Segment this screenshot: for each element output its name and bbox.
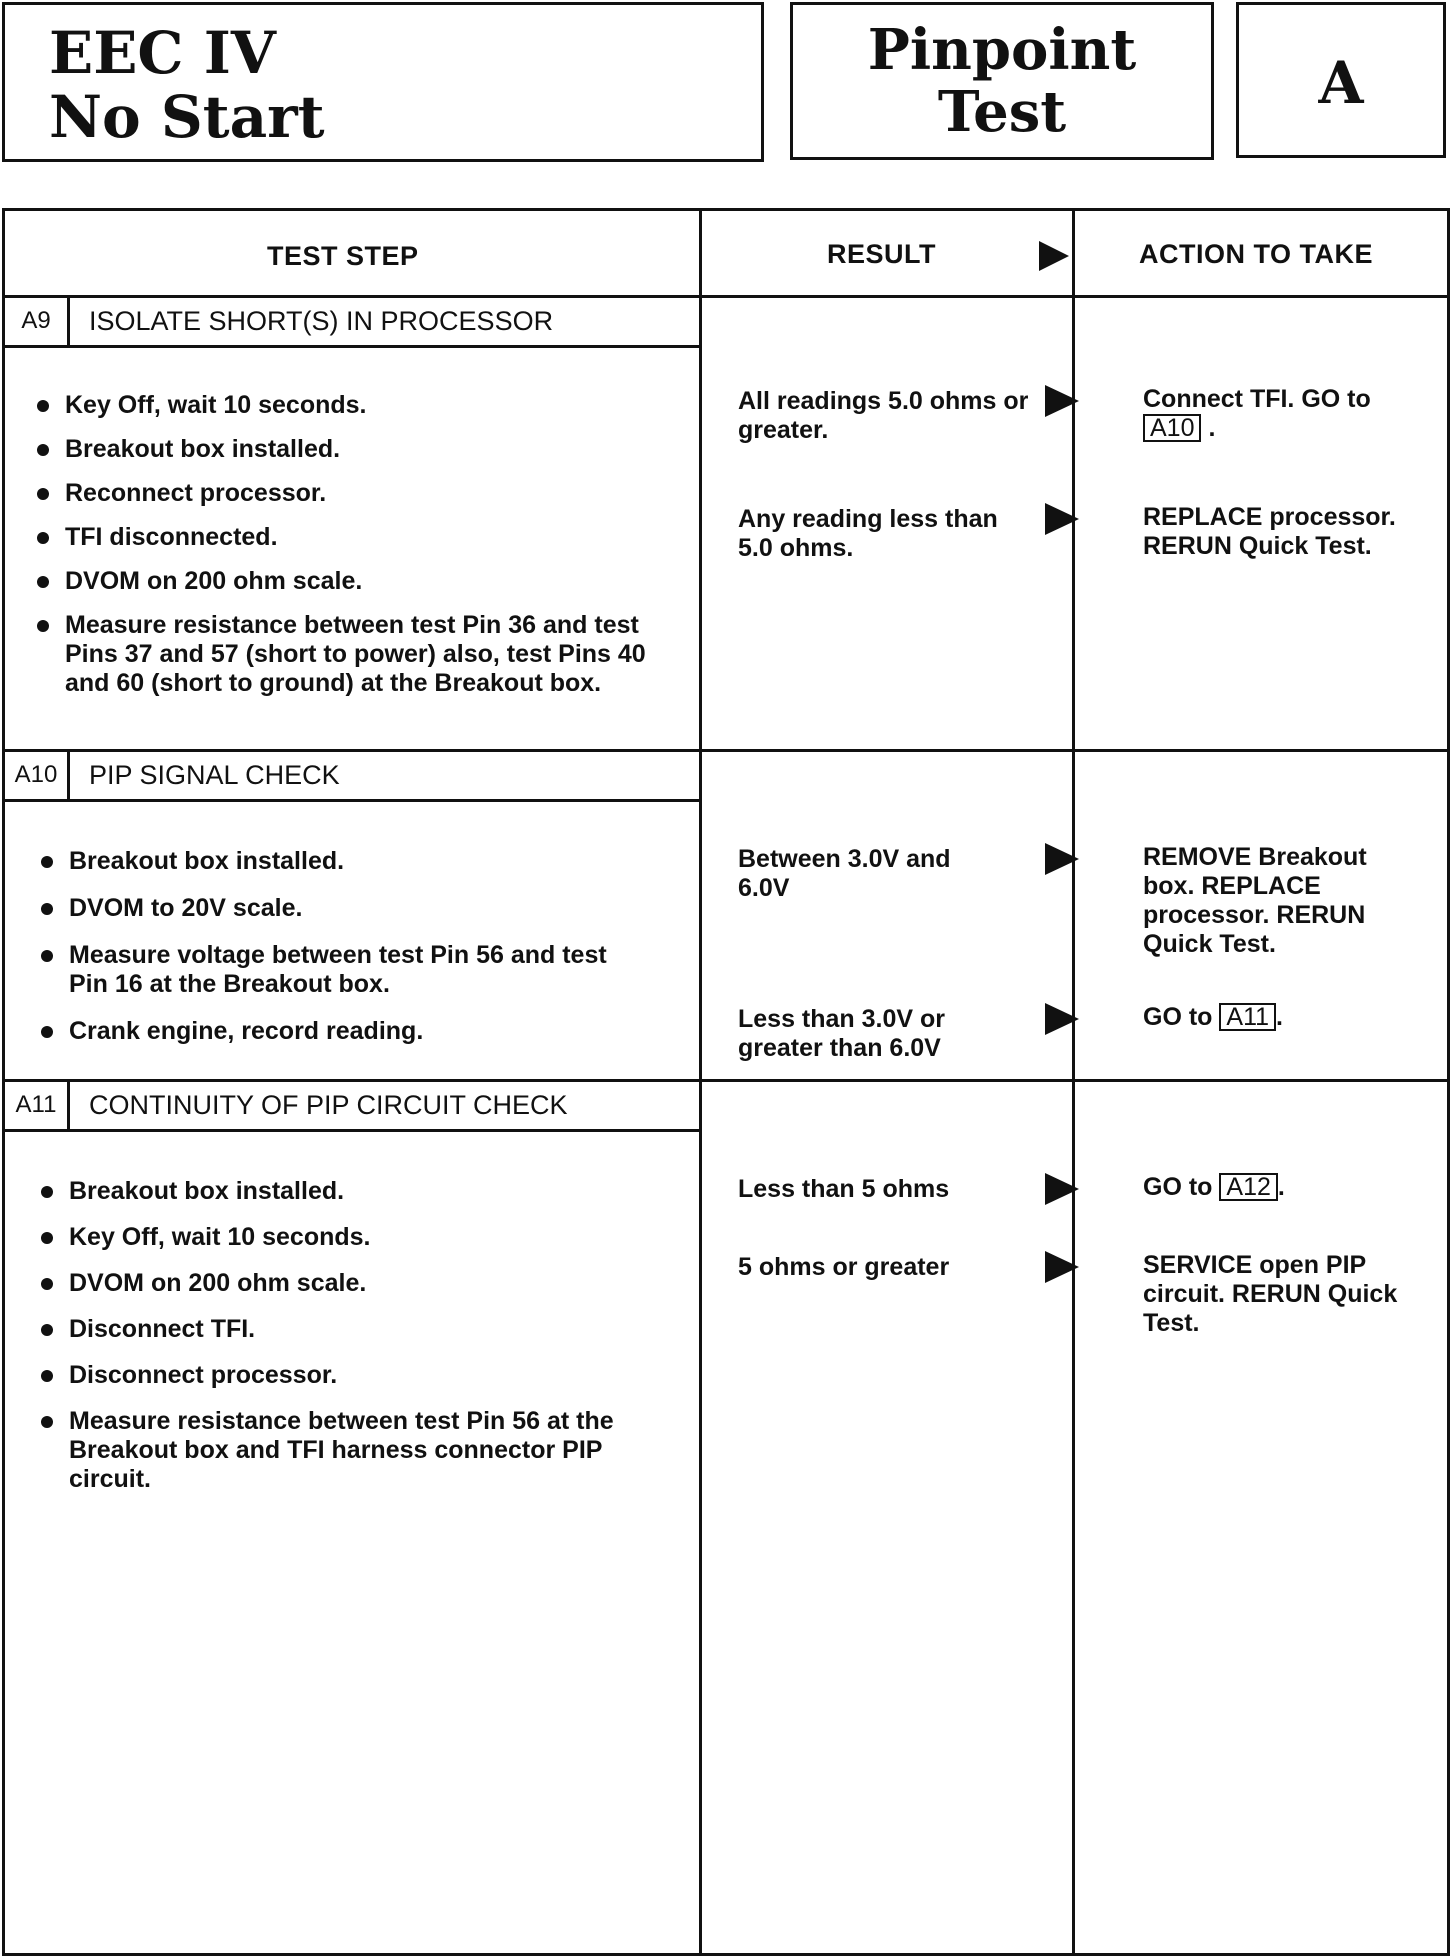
- col-header-action: ACTION TO TAKE: [1139, 239, 1373, 269]
- arrow-icon: [1045, 503, 1079, 535]
- list-item: Measure voltage between test Pin 56 and test Pin 16 at the Breakout box.: [41, 941, 651, 999]
- list-item: Measure resistance between test Pin 56 at the Breakout box and TFI harness connector PIP circuit.: [41, 1407, 671, 1494]
- action-post: .: [1276, 1003, 1283, 1031]
- step-reference: A10: [1143, 414, 1201, 442]
- test-letter-box: [1236, 2, 1446, 158]
- action-pre: GO to: [1143, 1173, 1213, 1201]
- procedure-table: [2, 208, 1450, 1956]
- test-type-box: [790, 2, 1214, 160]
- action-text: [1143, 385, 1433, 443]
- list-item: Disconnect TFI.: [41, 1315, 671, 1344]
- title-box: [2, 2, 764, 162]
- action-text: [1143, 1003, 1443, 1032]
- action-pre: Connect TFI. GO to: [1143, 385, 1371, 413]
- list-item: Measure resistance between test Pin 36 and test Pins 37 and 57 (short to power) also, test Pins 40 and 60 (short to ground) at the Breakout box.: [37, 611, 657, 698]
- result-text: 5 ohms or greater: [738, 1253, 950, 1281]
- list-item: DVOM on 200 ohm scale.: [37, 567, 657, 596]
- action-text: [1143, 1173, 1443, 1202]
- test-type: [793, 19, 1211, 143]
- arrow-icon: [1039, 241, 1069, 271]
- type-line-2: Test: [937, 79, 1067, 145]
- step-header-a9: [5, 298, 702, 348]
- action-text: REPLACE processor. RERUN Quick Test.: [1143, 503, 1396, 560]
- list-item: Crank engine, record reading.: [41, 1017, 651, 1046]
- list-item: TFI disconnected.: [37, 523, 657, 552]
- result-text: All readings 5.0 ohms or greater.: [738, 387, 1029, 444]
- list-item: Breakout box installed.: [37, 435, 657, 464]
- action-pre: GO to: [1143, 1003, 1213, 1031]
- test-letter: A: [1318, 49, 1364, 117]
- arrow-icon: [1045, 1003, 1079, 1035]
- step-title: CONTINUITY OF PIP CIRCUIT CHECK: [89, 1090, 568, 1120]
- step-reference: A11: [1219, 1003, 1276, 1031]
- list-item: Breakout box installed.: [41, 1177, 671, 1206]
- title-line-2: No Start: [49, 83, 325, 151]
- title-line-1: EEC IV: [49, 19, 276, 87]
- arrow-icon: [1045, 385, 1079, 417]
- column-divider-2: [1072, 211, 1075, 1953]
- step-header-a11: [5, 1082, 702, 1132]
- step-code: A10: [5, 752, 70, 799]
- list-item: Reconnect processor.: [37, 479, 657, 508]
- result-text: Any reading less than 5.0 ohms.: [738, 505, 998, 562]
- action-text: REMOVE Breakout box. REPLACE processor. RERUN Quick Test.: [1143, 843, 1367, 958]
- result-text: Between 3.0V and 6.0V: [738, 845, 951, 902]
- arrow-icon: [1045, 1251, 1079, 1283]
- result-text: Less than 3.0V or greater than 6.0V: [738, 1005, 946, 1062]
- list-item: Breakout box installed.: [41, 847, 651, 876]
- step-a11-instructions: [41, 1177, 671, 1494]
- list-item: Key Off, wait 10 seconds.: [37, 391, 657, 420]
- step-a10-instructions: [41, 847, 651, 1046]
- action-post: .: [1277, 1173, 1285, 1201]
- step-a9-instructions: [37, 391, 657, 698]
- action-post: .: [1208, 414, 1216, 442]
- action-text: SERVICE open PIP circuit. RERUN Quick Test.: [1143, 1251, 1398, 1337]
- arrow-icon: [1045, 1173, 1079, 1205]
- type-line-1: Pinpoint: [867, 17, 1137, 83]
- arrow-icon: [1045, 843, 1079, 875]
- step-header-a10: [5, 752, 702, 802]
- document-title: [49, 21, 325, 149]
- col-header-result: RESULT: [827, 239, 936, 269]
- step-code: A9: [5, 298, 70, 345]
- step-reference: A12: [1219, 1173, 1277, 1201]
- step-title: PIP SIGNAL CHECK: [89, 760, 340, 790]
- list-item: Disconnect processor.: [41, 1361, 671, 1390]
- result-text: Less than 5 ohms: [738, 1175, 950, 1203]
- list-item: DVOM to 20V scale.: [41, 894, 651, 923]
- list-item: DVOM on 200 ohm scale.: [41, 1269, 671, 1298]
- step-title: ISOLATE SHORT(S) IN PROCESSOR: [89, 306, 554, 336]
- step-code: A11: [5, 1082, 70, 1129]
- col-header-test-step: TEST STEP: [267, 241, 419, 271]
- list-item: Key Off, wait 10 seconds.: [41, 1223, 671, 1252]
